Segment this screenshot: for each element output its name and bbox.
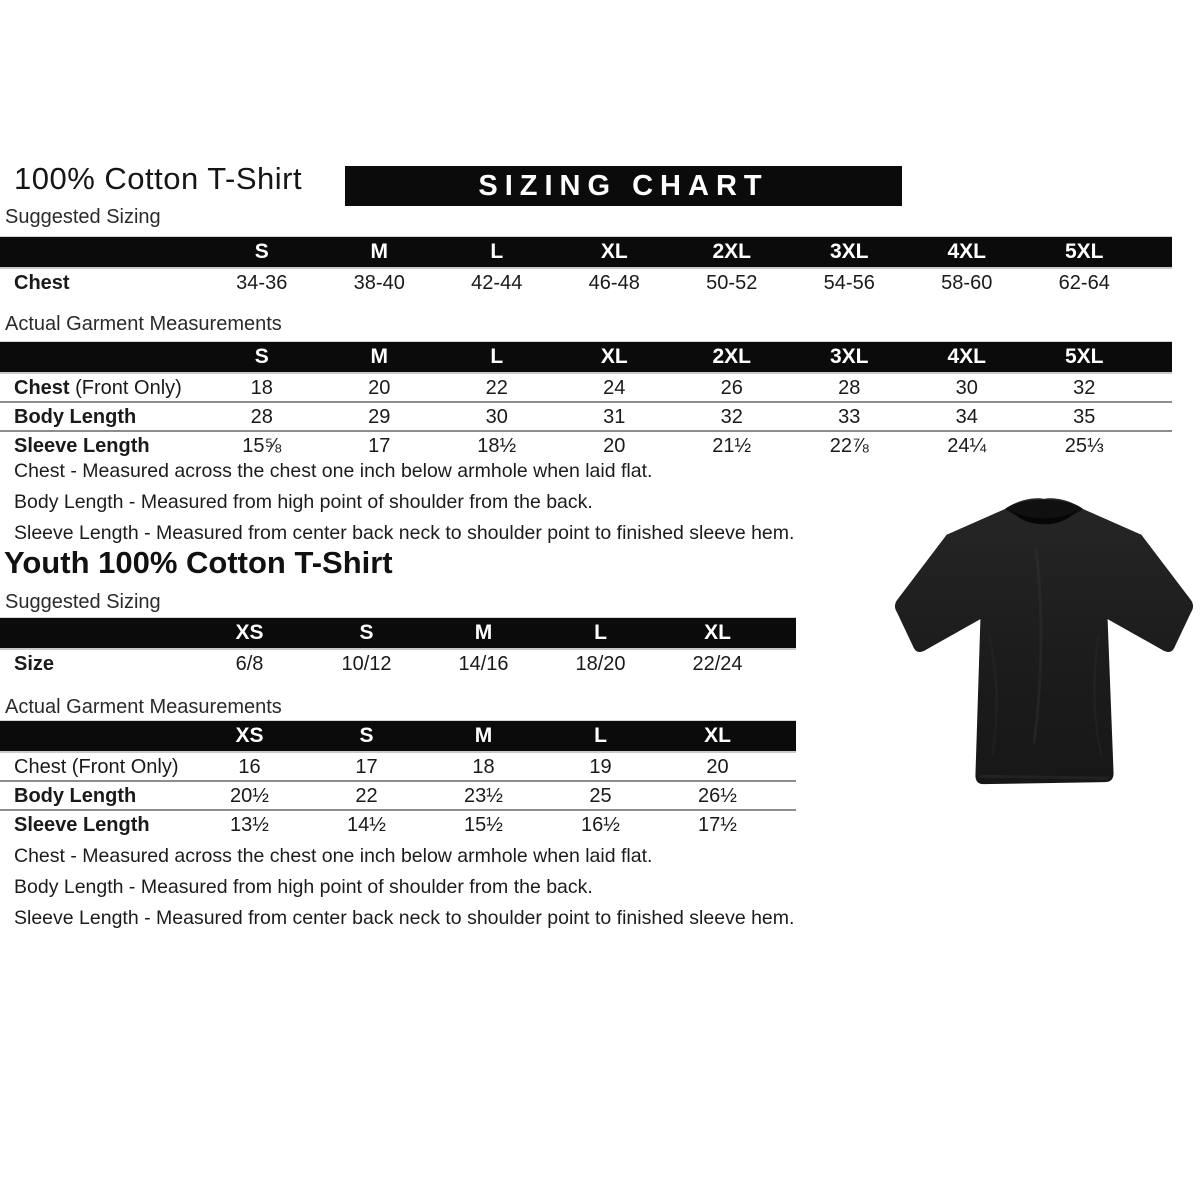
measurement-cell: 20 (368, 377, 391, 399)
adult-measurement-notes (14, 456, 794, 549)
size-column-header: M (474, 621, 493, 644)
measurement-cell: 32 (1073, 377, 1096, 399)
size-header-bar (0, 236, 1172, 269)
measurement-cell: 21½ (712, 435, 752, 457)
tshirt-product-image (885, 487, 1200, 805)
table-row (0, 753, 796, 782)
measurement-cell: 23½ (464, 785, 503, 807)
size-column-header: 4XL (947, 240, 986, 263)
row-label (0, 650, 191, 679)
header-spacer (0, 342, 203, 372)
measurement-cell: 18 (472, 756, 495, 778)
row-label-text: Sleeve Length (14, 435, 150, 457)
size-column-header: XL (600, 345, 628, 368)
size-column-header: S (254, 240, 269, 263)
adult-suggested-sizing-table (0, 236, 1172, 298)
measurement-cell: 17 (355, 756, 378, 778)
size-column-header: M (370, 240, 388, 263)
row-label-text: Sleeve Length (14, 814, 150, 836)
size-column-header: 3XL (829, 240, 869, 263)
measurement-cell: 15½ (464, 814, 503, 836)
measurement-cell: 26 (720, 377, 743, 399)
measurement-cell: 32 (720, 406, 743, 428)
header-spacer (0, 721, 191, 751)
row-label (0, 374, 203, 402)
measurement-cell: 42-44 (471, 272, 523, 294)
size-column-header: XL (704, 724, 731, 747)
measurement-cell: 26½ (698, 785, 737, 807)
size-column-header: XL (600, 240, 628, 263)
size-column-header: XS (235, 621, 264, 644)
measurement-cell: 54-56 (823, 272, 875, 294)
measurement-cell: 18 (250, 377, 273, 399)
table-row (0, 650, 796, 679)
row-label-text: Body Length (14, 406, 137, 428)
size-column-header: XL (704, 621, 731, 644)
measurement-cell: 25⅓ (1064, 435, 1104, 457)
measurement-cell: 34 (955, 406, 978, 428)
measurement-cell: 19 (589, 756, 612, 778)
size-column-header: S (359, 724, 374, 747)
row-label (0, 811, 191, 840)
size-column-header: M (474, 724, 493, 747)
row-label (0, 753, 191, 781)
row-label-text: Chest (14, 377, 70, 399)
measurement-cell: 30 (485, 406, 508, 428)
youth-suggested-sizing-table (0, 617, 796, 679)
measurement-note: Sleeve Length - Measured from center back neck to shoulder point to finished sleeve hem. (14, 907, 795, 929)
measurement-cell: 10/12 (341, 653, 392, 675)
measurement-cell: 31 (603, 406, 626, 428)
adult-actual-measurements-label: Actual Garment Measurements (5, 313, 282, 335)
measurement-cell: 20½ (230, 785, 269, 807)
size-column-header: L (490, 240, 504, 263)
table-row (0, 403, 1172, 432)
measurement-cell: 24¼ (947, 435, 987, 457)
size-column-header: M (370, 345, 388, 368)
row-label-text: Chest (14, 272, 70, 294)
youth-actual-measurements-table (0, 720, 796, 840)
sizing-chart-banner (345, 166, 902, 206)
measurement-note: Body Length - Measured from high point of shoulder from the back. (14, 491, 593, 513)
size-header-bar (0, 617, 796, 650)
size-column-header: 5XL (1064, 240, 1104, 263)
measurement-cell: 20 (706, 756, 729, 778)
measurement-note: Sleeve Length - Measured from center back neck to shoulder point to finished sleeve hem. (14, 522, 795, 544)
adult-actual-measurements-table (0, 341, 1172, 461)
table-row (0, 269, 1172, 298)
measurement-cell: 17½ (698, 814, 737, 836)
measurement-cell: 22 (485, 377, 508, 399)
measurement-cell: 18/20 (575, 653, 626, 675)
measurement-cell: 34-36 (236, 272, 288, 294)
youth-suggested-sizing-label: Suggested Sizing (5, 591, 161, 613)
measurement-cell: 24 (603, 377, 626, 399)
row-label (0, 403, 203, 431)
row-label-suffix: (Front Only) (69, 377, 182, 399)
size-column-header: 4XL (947, 345, 986, 368)
size-header-bar (0, 341, 1172, 374)
size-header-bar (0, 720, 796, 753)
measurement-cell: 18½ (477, 435, 517, 457)
measurement-cell: 16½ (581, 814, 620, 836)
measurement-cell: 28 (250, 406, 273, 428)
header-spacer (0, 237, 203, 267)
measurement-cell: 16 (238, 756, 261, 778)
measurement-cell: 6/8 (235, 653, 264, 675)
size-column-header: L (594, 621, 607, 644)
measurement-cell: 17 (368, 435, 391, 457)
size-column-header: L (594, 724, 607, 747)
youth-actual-measurements-label: Actual Garment Measurements (5, 696, 282, 718)
measurement-cell: 14½ (347, 814, 386, 836)
measurement-note: Chest - Measured across the chest one inch below armhole when laid flat. (14, 845, 653, 867)
measurement-cell: 22⅞ (829, 435, 869, 457)
measurement-cell: 62-64 (1058, 272, 1110, 294)
size-column-header: XS (235, 724, 264, 747)
measurement-cell: 46-48 (588, 272, 640, 294)
measurement-cell: 38-40 (353, 272, 405, 294)
table-row (0, 811, 796, 840)
measurement-cell: 22/24 (692, 653, 743, 675)
measurement-cell: 50-52 (706, 272, 758, 294)
row-label-text: Chest (Front Only) (14, 756, 179, 778)
row-label (0, 782, 191, 810)
measurement-note: Body Length - Measured from high point of shoulder from the back. (14, 876, 593, 898)
measurement-cell: 28 (838, 377, 861, 399)
sizing-chart-banner-text: SIZING CHART (478, 169, 769, 202)
size-column-header: 2XL (712, 240, 751, 263)
size-column-header: 3XL (829, 345, 869, 368)
measurement-cell: 22 (355, 785, 378, 807)
measurement-cell: 30 (955, 377, 978, 399)
tshirt-illustration (885, 487, 1200, 805)
table-row (0, 374, 1172, 403)
measurement-cell: 35 (1073, 406, 1096, 428)
measurement-cell: 29 (368, 406, 391, 428)
youth-section-title: Youth 100% Cotton T-Shirt (4, 545, 393, 580)
measurement-cell: 15⅝ (242, 435, 282, 457)
size-column-header: 5XL (1064, 345, 1104, 368)
row-label (0, 269, 203, 298)
size-column-header: L (490, 345, 504, 368)
tshirt-body (895, 498, 1193, 784)
table-row (0, 782, 796, 811)
youth-measurement-notes (14, 841, 794, 934)
measurement-cell: 58-60 (941, 272, 993, 294)
size-column-header: 2XL (712, 345, 751, 368)
measurement-cell: 13½ (230, 814, 269, 836)
row-label-text: Size (14, 653, 55, 675)
adult-suggested-sizing-label: Suggested Sizing (5, 206, 161, 228)
measurement-cell: 20 (603, 435, 626, 457)
measurement-cell: 14/16 (458, 653, 509, 675)
page-title: 100% Cotton T-Shirt (14, 161, 303, 196)
measurement-note: Chest - Measured across the chest one inch below armhole when laid flat. (14, 460, 653, 482)
tshirt-hem-shading (979, 776, 1108, 778)
header-spacer (0, 618, 191, 648)
size-column-header: S (359, 621, 374, 644)
row-label-text: Body Length (14, 785, 137, 807)
size-column-header: S (254, 345, 269, 368)
measurement-cell: 25 (589, 785, 612, 807)
measurement-cell: 33 (838, 406, 861, 428)
